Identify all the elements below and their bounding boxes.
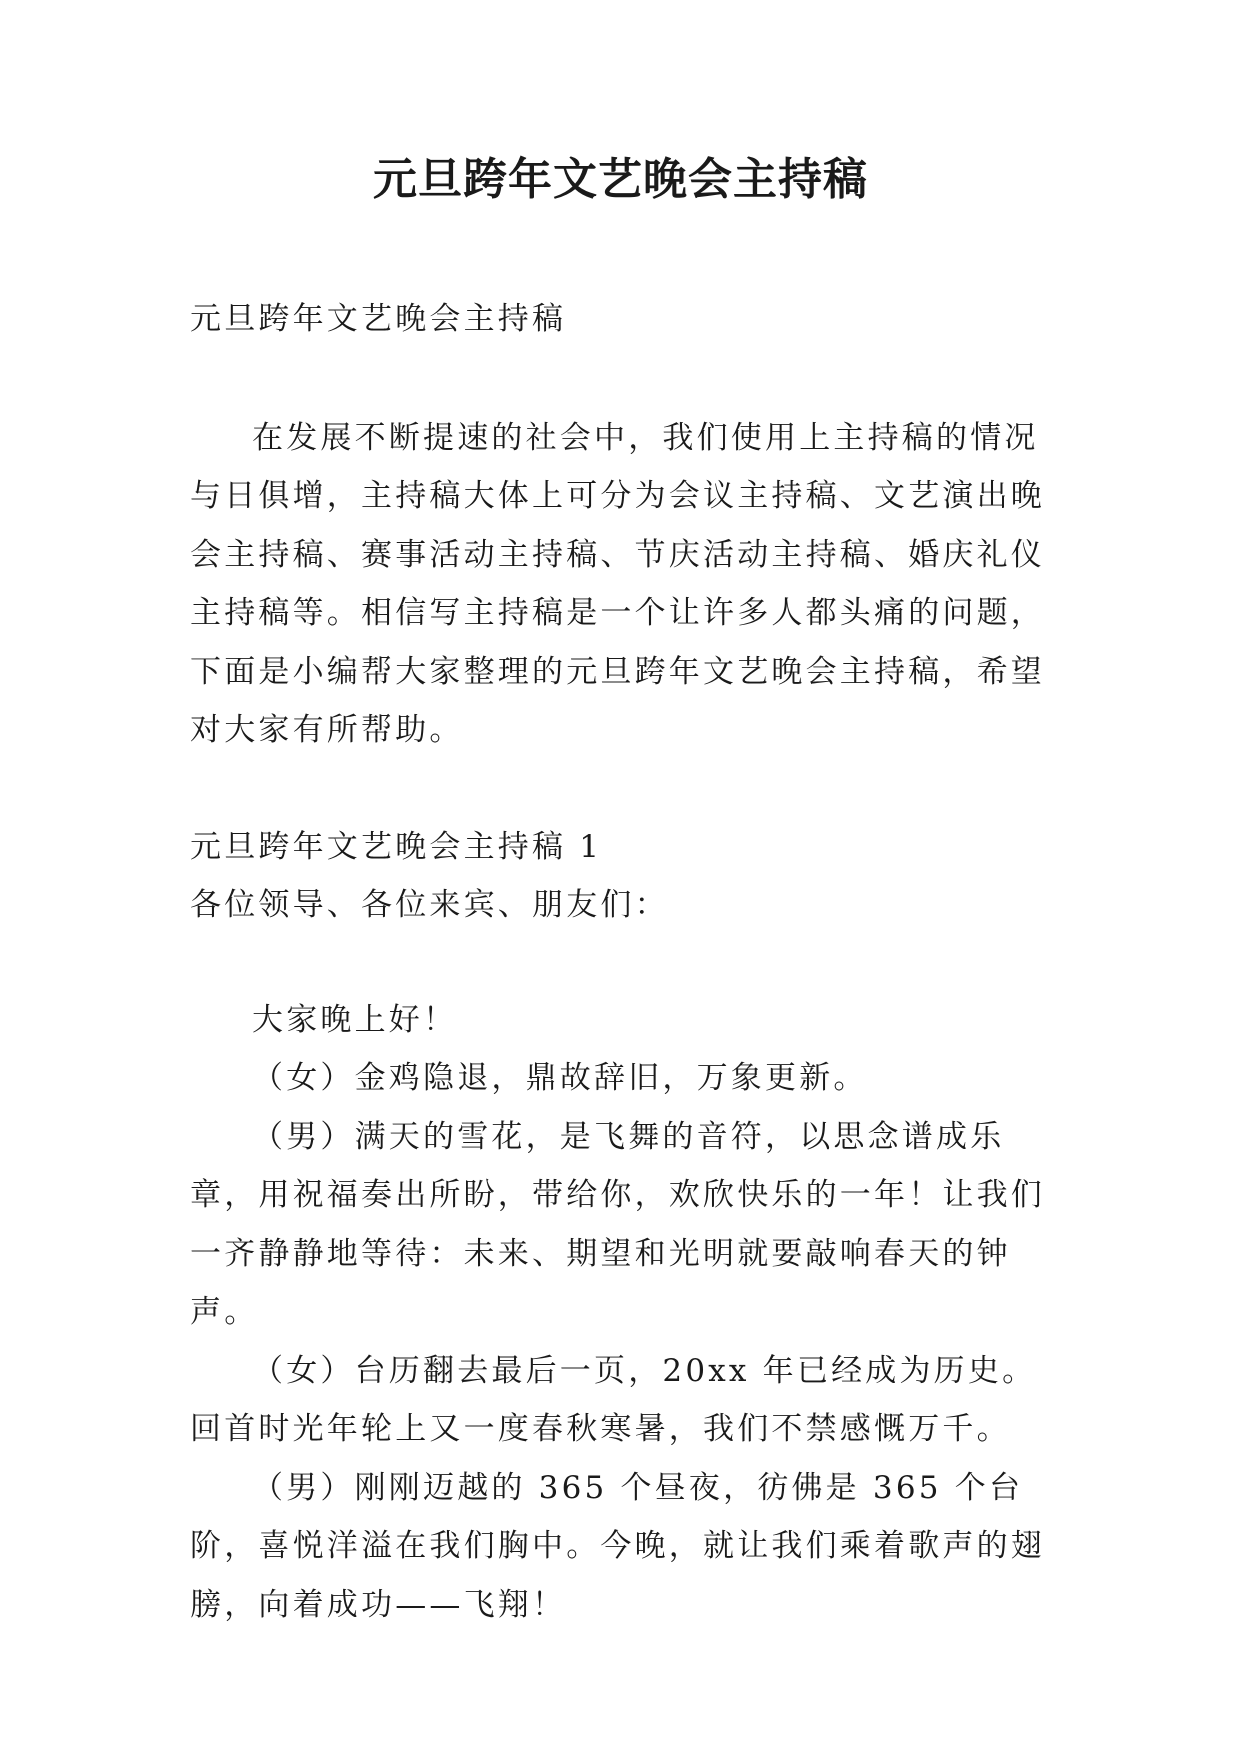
dialogue-paragraph: （女）台历翻去最后一页，20xx 年已经成为历史。回首时光年轮上又一度春秋寒暑，我们不禁感慨万千。 [190, 1352, 1037, 1447]
document-subtitle: 元旦跨年文艺晚会主持稿 [190, 301, 567, 337]
greeting-line: 各位领导、各位来宾、朋友们： [190, 887, 669, 923]
dialogue-paragraph: （男）满天的雪花，是飞舞的音符，以思念谱成乐章，用祝福奏出所盼，带给你，欢欣快乐的一年！让我们一齐静静地等待：未来、期望和光明就要敲响春天的钟声。 [190, 1118, 1045, 1330]
section-heading: 元旦跨年文艺晚会主持稿 1 [190, 828, 603, 865]
dialogue-paragraph: （男）刚刚迈越的 365 个昼夜，彷佛是 365 个台阶，喜悦洋溢在我们胸中。今晚，就让我们乘着歌声的翅膀，向着成功——飞翔！ [190, 1469, 1045, 1623]
spacer [190, 349, 1052, 409]
dialogue-paragraph: 大家晚上好！ [252, 1001, 458, 1038]
document-title: 元旦跨年文艺晚会主持稿 [373, 154, 868, 205]
document-body [190, 290, 1052, 1634]
dialogue-paragraph: （女）金鸡隐退，鼎故辞旧，万象更新。 [252, 1060, 868, 1096]
intro-paragraph: 在发展不断提速的社会中，我们使用上主持稿的情况与日俱增，主持稿大体上可分为会议主持稿、文艺演出晚会主持稿、赛事活动主持稿、节庆活动主持稿、婚庆礼仪主持稿等。相信写主持稿是一个让许多人都头痛的问题，下面是小编帮大家整理的元旦跨年文艺晚会主持稿，希望对大家有所帮助。 [190, 419, 1045, 748]
spacer [190, 935, 1052, 991]
spacer [190, 760, 1052, 818]
